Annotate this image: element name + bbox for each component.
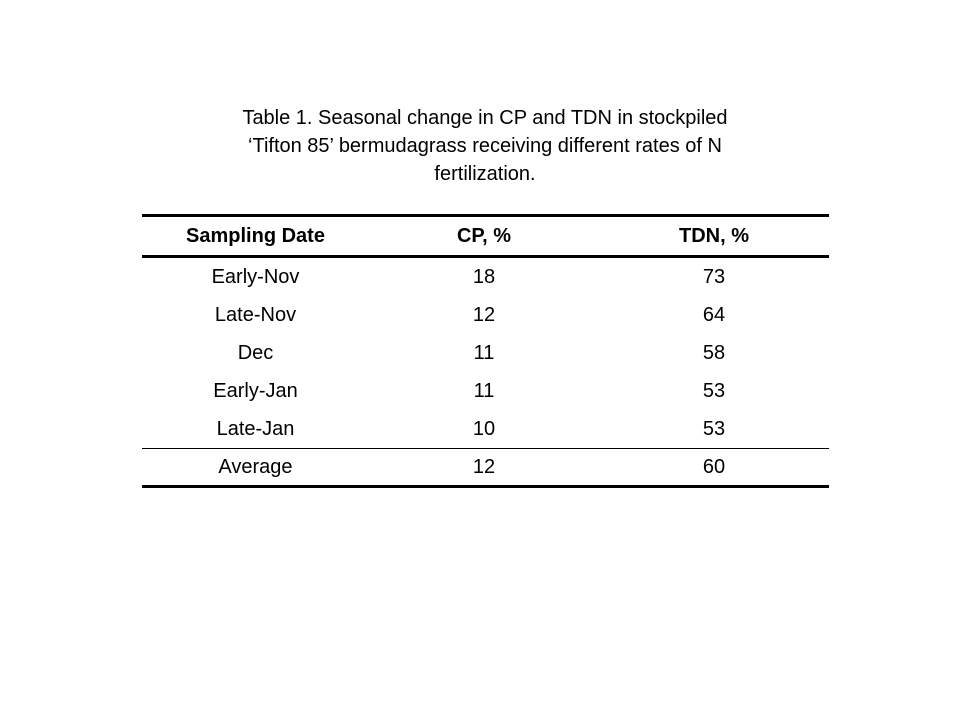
cell-tdn: 64: [702, 303, 726, 326]
table-row: [142, 334, 829, 372]
cell-tdn: 58: [702, 341, 726, 364]
cell-sampling-date: Late-Nov: [214, 303, 297, 326]
cell-sampling-date: Early-Jan: [213, 379, 298, 402]
cell-cp: 11: [473, 341, 495, 364]
table-row: [142, 257, 829, 297]
cell-cp: 10: [472, 417, 496, 440]
cell-sampling-date: Late-Jan: [216, 417, 295, 440]
cell-cp: 12: [472, 303, 496, 326]
table-row: [142, 296, 829, 334]
cell-cp: 11: [473, 379, 495, 402]
table-row: [142, 410, 829, 449]
cell-cp: 18: [472, 265, 496, 288]
header-row: [142, 216, 829, 257]
cell-tdn: 53: [702, 417, 726, 440]
cell-tdn: 53: [702, 379, 726, 402]
cell-tdn: 73: [702, 265, 726, 288]
header-tdn: TDN, %: [679, 224, 749, 247]
caption-line-1: Table 1. Seasonal change in CP and TDN in stockpiled: [242, 107, 728, 129]
cell-average-cp: 12: [472, 455, 496, 478]
cell-average-label: Average: [218, 455, 293, 478]
cell-sampling-date: Early-Nov: [211, 265, 300, 288]
table-row: [142, 372, 829, 410]
cell-sampling-date: Dec: [237, 341, 274, 364]
caption-line-2: ‘Tifton 85’ bermudagrass receiving different rates of N: [248, 135, 722, 157]
cell-average-tdn: 60: [702, 455, 726, 478]
average-row: [142, 449, 829, 487]
table-caption: [180, 104, 790, 188]
header-cp: CP, %: [456, 224, 512, 247]
header-sampling-date: Sampling Date: [186, 224, 325, 247]
caption-line-3: fertilization.: [434, 163, 536, 185]
data-table: [142, 214, 829, 488]
